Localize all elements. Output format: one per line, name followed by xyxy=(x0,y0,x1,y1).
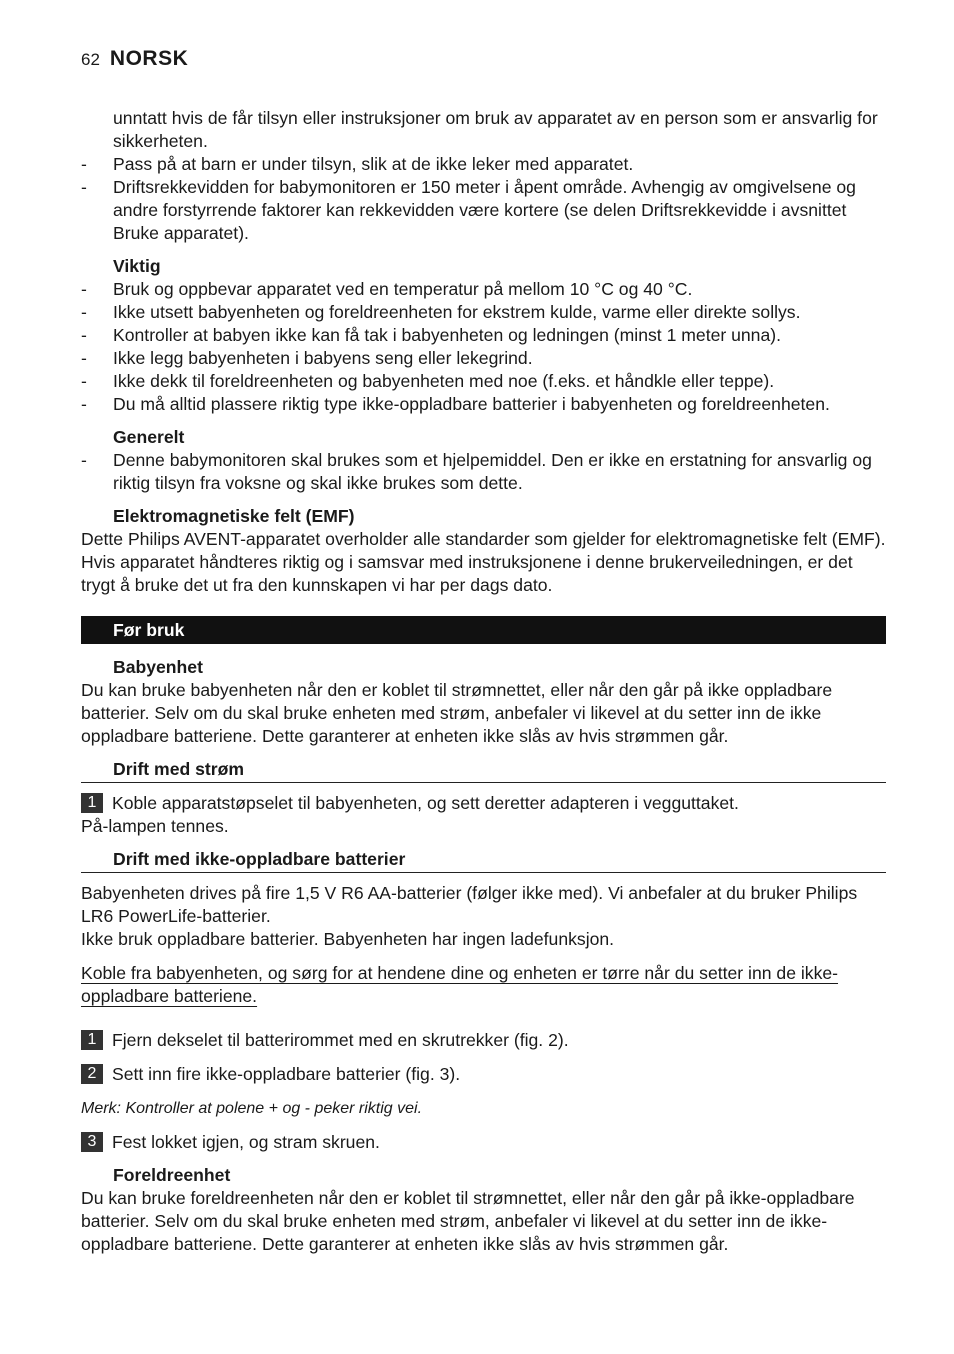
step-number: 1 xyxy=(81,793,103,813)
viktig-heading: Viktig xyxy=(113,256,161,276)
step-text: Sett inn fire ikke-oppladbare batterier (fig. 3). xyxy=(112,1064,461,1084)
list-item: - Pass på at barn er under tilsyn, slik at de ikke leker med apparatet. xyxy=(81,154,634,174)
babyenhet-text: Du kan bruke babyenheten når den er koblet til strømnettet, eller når den går på ikke oppladbare batterier. Selv om du skal bruke enheten med strøm, anbefaler vi likevel at du setter inn de ikke oppladbare batteriene. Dette garanterer at enheten ikke slås av hvis strømmen går. xyxy=(81,680,833,746)
page-content xyxy=(81,107,886,1256)
warning-text: Koble fra babyenheten, og sørg for at hendene dine og enheten er tørre når du setter inn de ikke-oppladbare batteriene. xyxy=(81,963,839,1006)
language-title: NORSK xyxy=(109,47,189,70)
step xyxy=(81,792,886,815)
intro-list xyxy=(81,153,886,245)
list-item: - Ikke utsett babyenheten og foreldreenheten for ekstrem kulde, varme eller direkte sollys. xyxy=(81,302,801,322)
step-result: På-lampen tennes. xyxy=(81,816,229,836)
step xyxy=(81,1131,886,1154)
drift-strom-heading: Drift med strøm xyxy=(81,758,886,783)
step xyxy=(81,1063,886,1086)
emf-text: Dette Philips AVENT-apparatet overholder alle standarder som gjelder for elektromagnetiske felt (EMF). Hvis apparatet håndteres riktig og i samsvar med instruksjonene i denne brukerveiledningen, er det trygt å bruke det ut fra den kunnskapen vi har per dags dato. xyxy=(81,529,886,595)
step-number: 3 xyxy=(81,1132,103,1152)
list-item: - Ikke dekk til foreldreenheten og babyenheten med noe (f.eks. et håndkle eller teppe). xyxy=(81,371,775,391)
drift-batterier-heading: Drift med ikke-oppladbare batterier xyxy=(81,848,886,873)
foreldreenhet-heading: Foreldreenhet xyxy=(113,1165,231,1185)
intro-continued: unntatt hvis de får tilsyn eller instruksjoner om bruk av apparatet av en person som er ansvarlig for sikkerheten. xyxy=(113,108,878,151)
list-item: - Du må alltid plassere riktig type ikke-oppladbare batterier i babyenheten og foreldreenheten. xyxy=(81,394,830,414)
list-item: - Kontroller at babyen ikke kan få tak i babyenheten og ledningen (minst 1 meter unna). xyxy=(81,325,781,345)
babyenhet-heading: Babyenhet xyxy=(113,657,203,677)
step-text: Koble apparatstøpselet til babyenheten, og sett deretter adapteren i vegguttaket. xyxy=(112,793,739,813)
generelt-list xyxy=(81,449,886,495)
emf-heading: Elektromagnetiske felt (EMF) xyxy=(113,506,355,526)
batterier-text: Babyenheten drives på fire 1,5 V R6 AA-batterier (følger ikke med). Vi anbefaler at du bruker Philips LR6 PowerLife-batterier. xyxy=(81,883,858,926)
step-number: 2 xyxy=(81,1064,103,1084)
step-text: Fjern dekselet til batterirommet med en skrutrekker (fig. 2). xyxy=(112,1030,569,1050)
list-item: - Ikke legg babyenheten i babyens seng eller lekegrind. xyxy=(81,348,533,368)
list-item: - Driftsrekkevidden for babymonitoren er 150 meter i åpent område. Avhengig av omgivelsene og andre forstyrrende faktorer kan rekkevidden være kortere (se delen Driftsrekkevidde i avsnittet Bruke apparatet). xyxy=(81,177,856,243)
batterier-text-2: Ikke bruk oppladbare batterier. Babyenheten har ingen ladefunksjon. xyxy=(81,929,615,949)
step-text: Fest lokket igjen, og stram skruen. xyxy=(112,1132,380,1152)
page-header xyxy=(81,47,188,75)
page-number: 62 xyxy=(81,50,100,69)
section-heading-for-bruk: Før bruk xyxy=(81,616,886,644)
foreldreenhet-text: Du kan bruke foreldreenheten når den er koblet til strømnettet, eller når den går på ikke-oppladbare batterier. Selv om du skal bruke enheten med strøm, anbefaler vi likevel at du setter inn de ikke-oppladbare batteriene. Dette garanterer at enheten ikke slås av hvis strømmen går. xyxy=(81,1188,855,1254)
generelt-heading: Generelt xyxy=(113,427,185,447)
list-item: - Bruk og oppbevar apparatet ved en temperatur på mellom 10 °C og 40 °C. xyxy=(81,279,693,299)
step-number: 1 xyxy=(81,1030,103,1050)
note-text: Merk: Kontroller at polene + og - peker riktig vei. xyxy=(81,1100,423,1117)
list-item: - Denne babymonitoren skal brukes som et hjelpemiddel. Den er ikke en erstatning for ansvarlig og riktig tilsyn fra voksne og skal ikke brukes som dette. xyxy=(81,450,872,493)
step xyxy=(81,1029,886,1052)
viktig-list xyxy=(81,278,886,416)
